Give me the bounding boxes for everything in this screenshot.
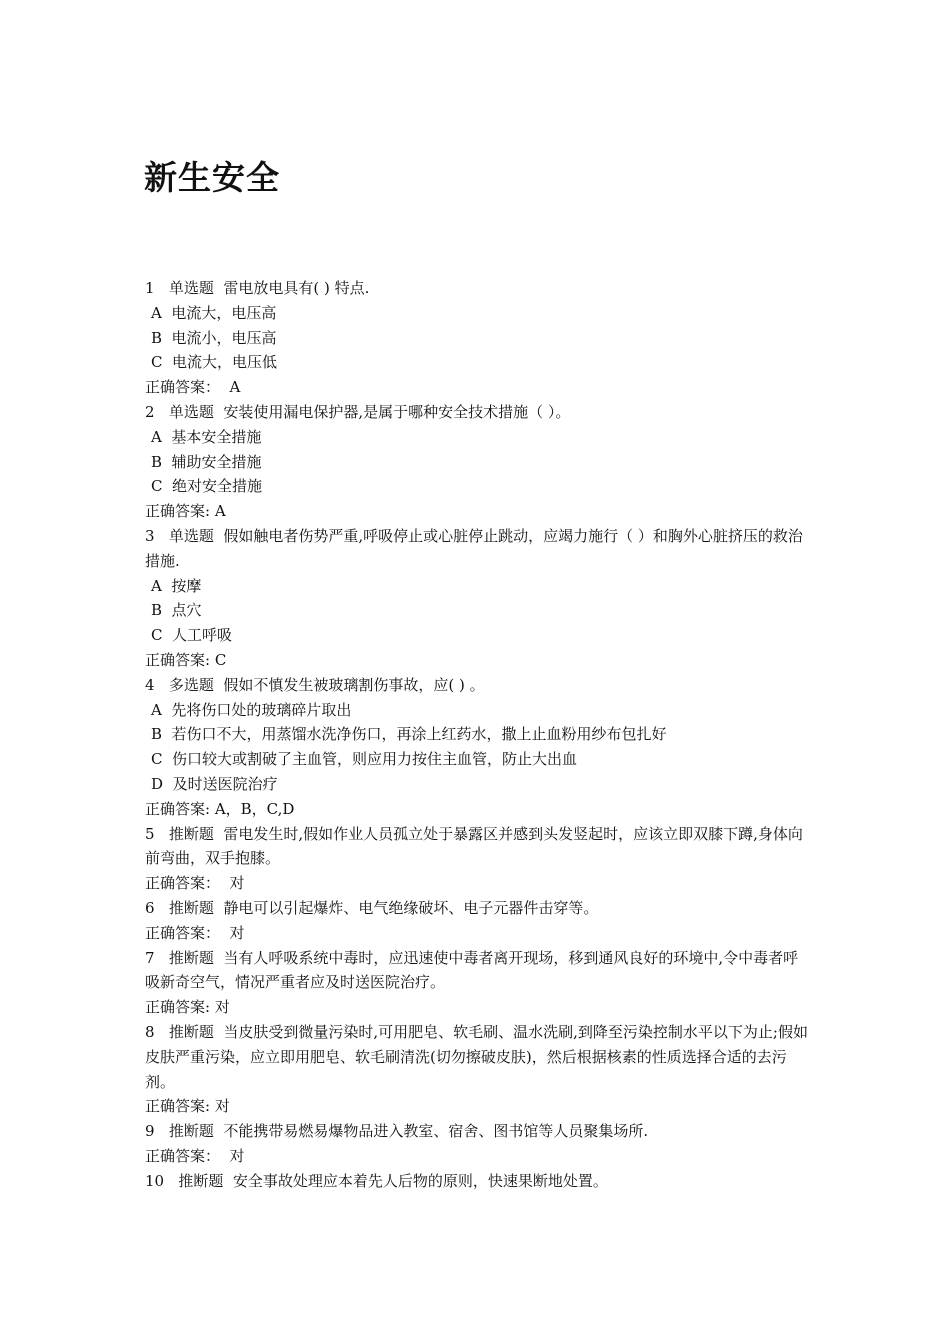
question-list <box>145 276 810 1193</box>
answer-option: B 若伤口不大，用蒸馏水洗净伤口，再涂上红药水，撒上止血粉用纱布包扎好 <box>151 725 667 744</box>
answer-option: A 先将伤口处的玻璃碎片取出 <box>151 700 352 719</box>
answer-option: C 人工呼吸 <box>151 626 233 645</box>
correct-answer: 正确答案: C <box>145 650 227 669</box>
question-text: 3 单选题 假如触电者伤势严重,呼吸停止或心脏停止跳动，应竭力施行（ ）和胸外心脏挤压的救治措施. <box>145 526 803 570</box>
answer-option: B 点穴 <box>151 601 202 620</box>
answer-option: B 电流小，电压高 <box>151 328 277 347</box>
answer-option: A 基本安全措施 <box>151 427 262 446</box>
question-text: 10 推断题 安全事故处理应本着先人后物的原则，快速果断地处置。 <box>145 1171 608 1190</box>
correct-answer: 正确答案: 对 <box>145 998 230 1017</box>
answer-option: C 伤口较大或割破了主血管，则应用力按住主血管，防止大出血 <box>151 750 578 769</box>
answer-option: B 辅助安全措施 <box>151 452 262 471</box>
question-text: 9 推断题 不能携带易燃易爆物品进入教室、宿舍、图书馆等人员聚集场所. <box>145 1122 649 1141</box>
answer-option: D 及时送医院治疗 <box>151 774 278 793</box>
correct-answer: 正确答案: 对 <box>145 1097 230 1116</box>
question-text: 6 推断题 静电可以引起爆炸、电气绝缘破坏、电子元器件击穿等。 <box>145 898 599 917</box>
answer-option: A 电流大，电压高 <box>151 303 277 322</box>
question-text: 2 单选题 安装使用漏电保护器,是属于哪种安全技术措施（ ）。 <box>145 402 571 421</box>
question-text: 4 多选题 假如不慎发生被玻璃割伤事故，应( ) 。 <box>145 675 485 694</box>
correct-answer: 正确答案： 对 <box>145 874 245 893</box>
question-text: 7 推断题 当有人呼吸系统中毒时，应迅速使中毒者离开现场，移到通风良好的环境中,令中毒者呼吸新奇空气，情况严重者应及时送医院治疗。 <box>145 948 799 992</box>
answer-option: C 电流大，电压低 <box>151 353 278 372</box>
page-title: 新生安全 <box>144 158 280 197</box>
correct-answer: 正确答案: A <box>145 502 226 521</box>
answer-option: C 绝对安全措施 <box>151 477 263 496</box>
question-text: 5 推断题 雷电发生时,假如作业人员孤立处于暴露区并感到头发竖起时，应该立即双膝下蹲,身体向前弯曲，双手抱膝。 <box>145 824 803 868</box>
question-text: 1 单选题 雷电放电具有( ) 特点. <box>145 279 370 297</box>
answer-option: A 按摩 <box>151 576 202 595</box>
correct-answer: 正确答案： 对 <box>145 1146 245 1165</box>
correct-answer: 正确答案： A <box>145 378 241 397</box>
question-text: 8 推断题 当皮肤受到微量污染时,可用肥皂、软毛刷、温水洗刷,到降至污染控制水平以下为止;假如皮肤严重污染，应立即用肥皂、软毛刷清洗(切勿擦破皮肤)，然后根据核素的性质选择合适的去污剂。 <box>145 1022 808 1091</box>
correct-answer: 正确答案: A，B，C,D <box>145 799 295 818</box>
correct-answer: 正确答案： 对 <box>145 923 245 942</box>
